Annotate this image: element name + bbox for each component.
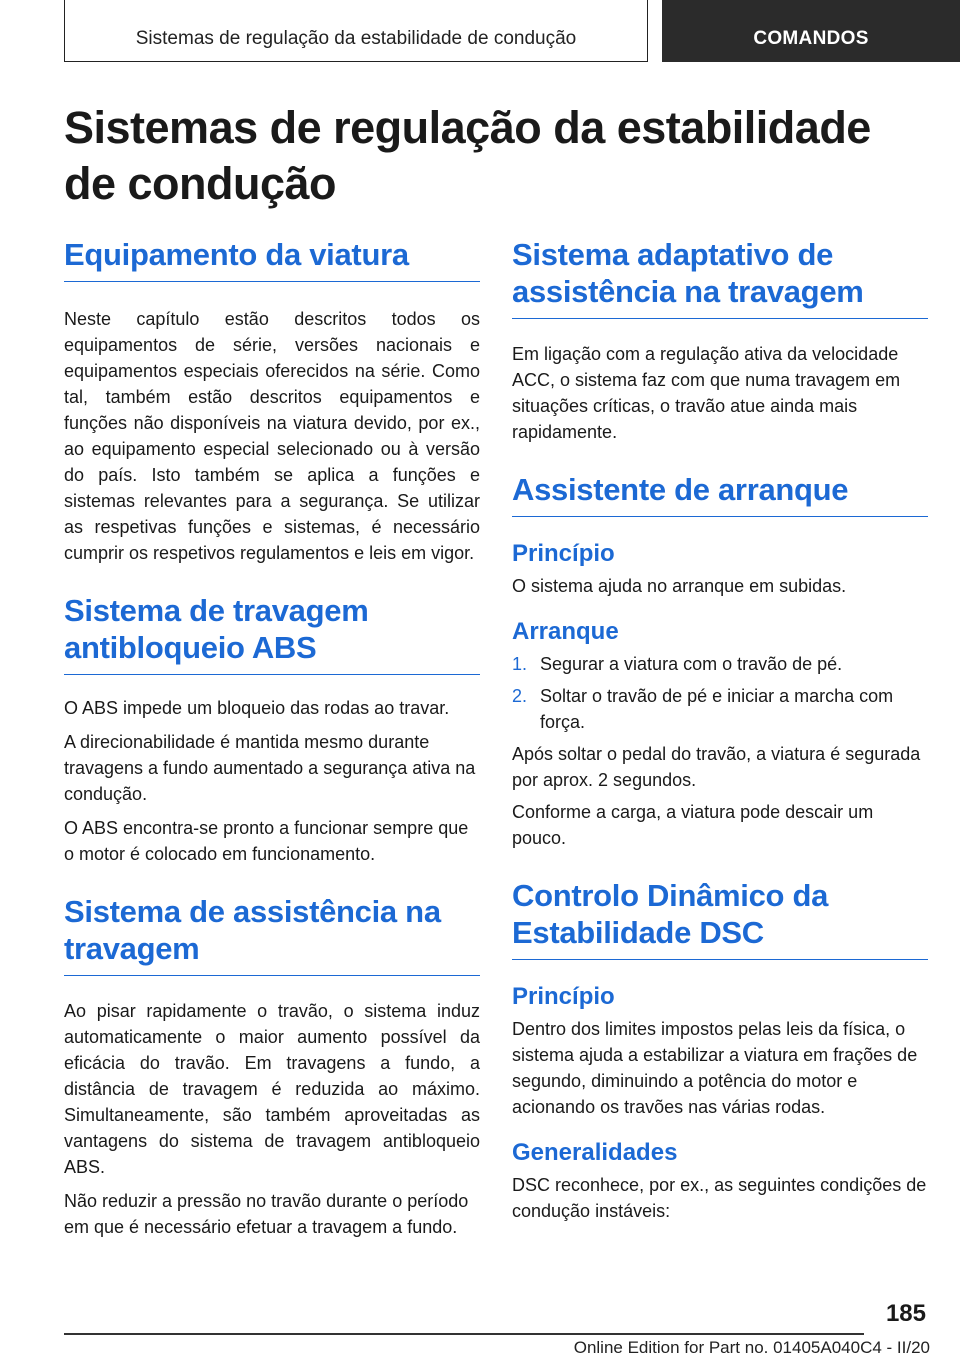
section-heading-brake-assist: Sistema de assistência na travagem [64, 893, 480, 976]
steps-list [512, 651, 928, 735]
left-column [64, 236, 480, 1240]
step-number: 2. [512, 686, 528, 706]
page-title: Sistemas de regulação da estabilidade de condução [64, 102, 871, 209]
section-heading-dsc: Controlo Dinâmico da Estabilidade DSC [512, 877, 928, 960]
paragraph-adaptive-brake: Em ligação com a regulação ativa da velocidade ACC, o sistema faz com que numa travagem em situações críticas, o travão atue ainda mais rapidamente. [512, 344, 901, 442]
paragraph-abs-1: O ABS impede um bloqueio das rodas ao travar. [64, 698, 450, 718]
paragraph-general: DSC reconhece, por ex., as seguintes condições de condução instáveis: [512, 1175, 927, 1221]
section-heading-equipment: Equipamento da viatura [64, 236, 480, 282]
step-text: Soltar o travão de pé e iniciar a marcha com força. [540, 686, 894, 732]
paragraph-roll-back: Conforme a carga, a viatura pode descair um pouco. [512, 802, 874, 848]
section-heading-start-assist: Assistente de arranque [512, 471, 928, 517]
subheading-principle-dsc: Princípio [512, 983, 615, 1010]
paragraph-brake-assist-2: Não reduzir a pressão no travão durante o período em que é necessário efetuar a travagem a fundo. [64, 1191, 469, 1237]
footer-divider [64, 1333, 864, 1335]
paragraph-brake-assist-1: Ao pisar rapidamente o travão, o sistema induz automaticamente o maior aumento possível da eficácia do travão. Em travagens a fundo, a distância de travagem é reduzida ao máximo. Simultaneamente, são também aproveitadas as vantagens do sistema de travagem antibloqueio ABS. [64, 1001, 480, 1177]
subheading-principle-start: Princípio [512, 540, 615, 567]
subheading-general: Generalidades [512, 1139, 678, 1166]
right-column [512, 236, 928, 1224]
paragraph-equipment: Neste capítulo estão descritos todos os equipamentos de série, versões nacionais e equipamentos especiais oferecidos na série. Como tal, também estão descritos equipamentos e funções não disponíveis na viatura devido, por ex., ao equipamento especial selecionado ou à versão do país. Isto também se aplica a funções e sistemas relevantes para a segurança. Se utilizar as respetivas funções e sistemas, é necessário cumprir os respetivos regulamentos e leis em vigor. [64, 309, 480, 563]
list-item [512, 651, 928, 677]
paragraph-hold-time: Após soltar o pedal do travão, a viatura é segurada por aprox. 2 segundos. [512, 744, 921, 790]
subheading-drive-off: Arranque [512, 618, 619, 645]
paragraph-abs-3: O ABS encontra-se pronto a funcionar sempre que o motor é colocado em funcionamento. [64, 818, 469, 864]
running-header [64, 0, 648, 62]
paragraph-principle-start: O sistema ajuda no arranque em subidas. [512, 576, 847, 596]
list-item [512, 683, 928, 735]
step-text: Segurar a viatura com o travão de pé. [540, 654, 843, 674]
footer-edition: Online Edition for Part no. 01405A040C4 - II/20 [573, 1338, 930, 1357]
section-heading-abs: Sistema de travagem antibloqueio ABS [64, 592, 480, 675]
chapter-tab [662, 0, 960, 62]
running-header-title: Sistemas de regulação da estabilidade de condução [135, 27, 577, 49]
section-heading-adaptive-brake: Sistema adaptativo de assistência na travagem [512, 236, 928, 319]
step-number: 1. [512, 654, 528, 674]
page-number: 185 [885, 1300, 926, 1327]
chapter-tab-label: COMANDOS [753, 28, 869, 49]
paragraph-abs-2: A direcionabilidade é mantida mesmo durante travagens a fundo aumentado a segurança ativa na condução. [64, 732, 476, 804]
paragraph-principle-dsc: Dentro dos limites impostos pelas leis da física, o sistema ajuda a estabilizar a viatura em frações de segundo, diminuindo a potência do motor e acionando os travões nas várias rodas. [512, 1019, 918, 1117]
